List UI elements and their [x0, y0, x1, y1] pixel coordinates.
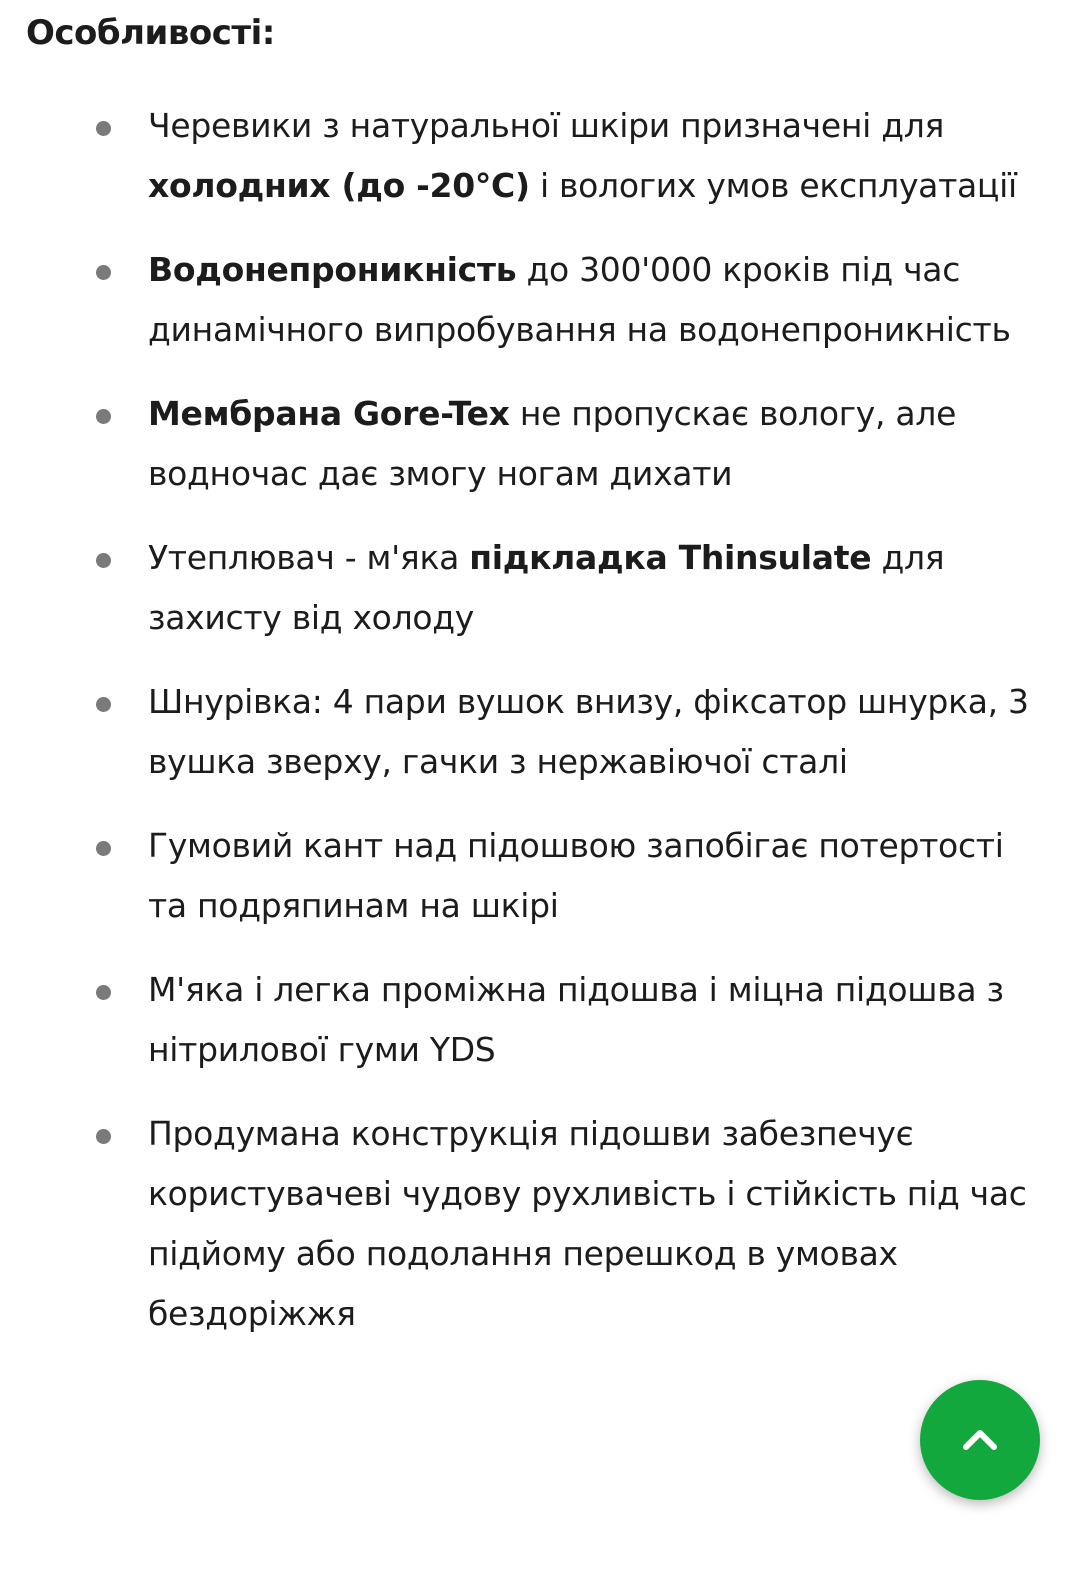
- feature-text: і вологих умов експлуатації: [529, 166, 1017, 205]
- bullet-icon: [96, 121, 111, 136]
- bullet-icon: [96, 409, 111, 424]
- feature-text: Продумана конструкція підошви забезпечує користувачеві чудову рухливість і стійкість під час підйому або подолання перешкод в умовах бездоріжжя: [148, 1114, 1027, 1333]
- feature-item: [0, 240, 1080, 360]
- bullet-icon: [96, 1129, 111, 1144]
- feature-item: [0, 1104, 1080, 1344]
- feature-item: [0, 384, 1080, 504]
- feature-text: М'яка і легка проміжна підошва і міцна підошва з нітрилової гуми YDS: [148, 970, 1004, 1069]
- bullet-icon: [96, 553, 111, 568]
- bullet-icon: [96, 697, 111, 712]
- chevron-up-icon: [956, 1416, 1004, 1464]
- section-heading: Особливості:: [26, 13, 275, 53]
- feature-text: Шнурівка: 4 пари вушок внизу, фіксатор шнурка, 3 вушка зверху, гачки з нержавіючої сталі: [148, 682, 1029, 781]
- feature-text: не пропускає вологу, але водночас дає змогу ногам дихати: [148, 394, 957, 493]
- feature-text: Гумовий кант над підошвою запобігає потертості та подряпинам на шкірі: [148, 826, 1004, 925]
- feature-text: Утеплювач - м'яка: [148, 538, 470, 577]
- feature-item: [0, 528, 1080, 648]
- feature-item: [0, 816, 1080, 936]
- feature-item: [0, 960, 1080, 1080]
- feature-text-bold: Водонепроникність: [148, 250, 517, 289]
- bullet-icon: [96, 841, 111, 856]
- feature-text-bold: холодних (до -20°C): [148, 166, 530, 205]
- bullet-icon: [96, 985, 111, 1000]
- feature-text: для захисту від холоду: [148, 538, 945, 637]
- feature-text: Черевики з натуральної шкіри призначені для: [148, 106, 945, 145]
- bullet-icon: [96, 265, 111, 280]
- feature-item: [0, 96, 1080, 216]
- scroll-to-top-button[interactable]: [920, 1380, 1040, 1500]
- feature-text: до 300'000 кроків під час динамічного випробування на водонепроникність: [148, 250, 1011, 349]
- features-list: [0, 96, 1080, 1368]
- feature-item: [0, 672, 1080, 792]
- feature-text-bold: підкладка Thinsulate: [469, 538, 872, 577]
- feature-text-bold: Мембрана Gore-Tex: [148, 394, 510, 433]
